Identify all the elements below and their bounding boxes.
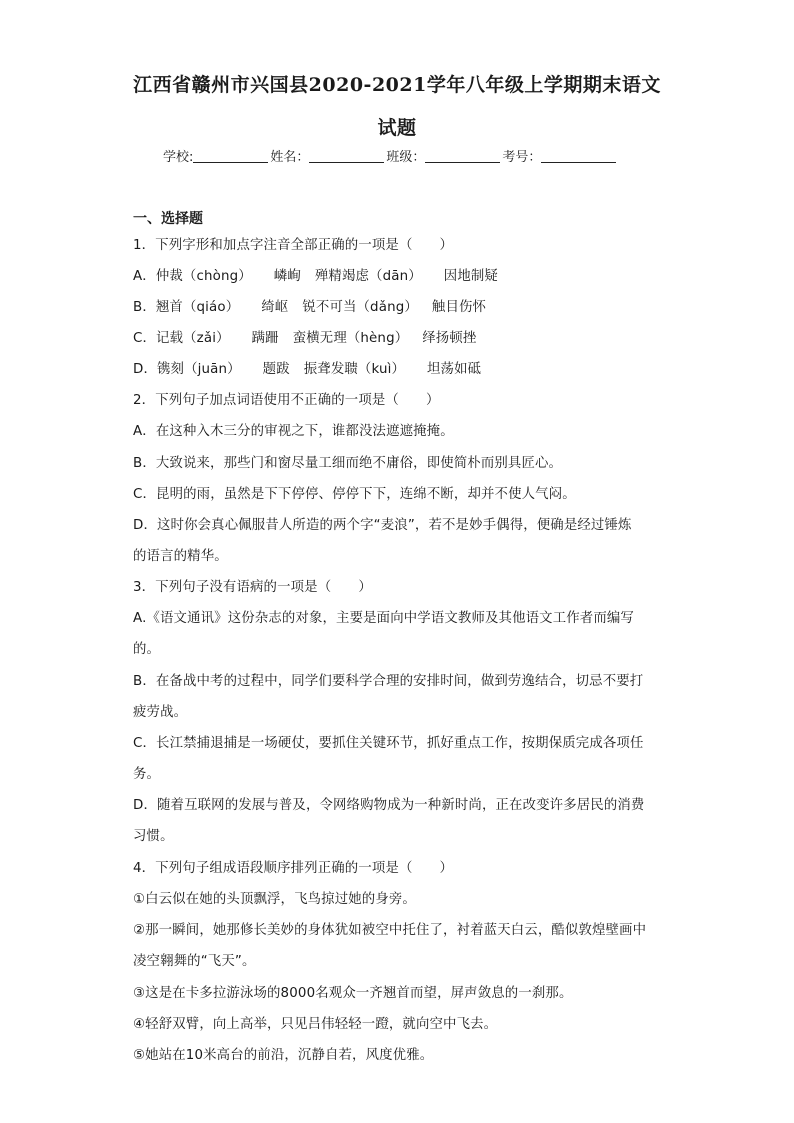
q1-option-c: C．记载（zǎi） 蹒跚 蛮横无理（hèng） 绎扬顿挫 <box>133 331 477 346</box>
q2-option-a: A．在这种入木三分的审视之下，谁都没法遮遮掩掩。 <box>133 424 454 439</box>
q1-option-a: A．仲裁（chòng） 嶙峋 殚精竭虑（dān） 因地制疑 <box>133 269 498 284</box>
q1-stem: 1．下列字形和加点字注音全部正确的一项是（ ） <box>133 238 454 253</box>
q4-sentence-2-line1: ②那一瞬间，她那修长美妙的身体犹如被空中托住了，衬着蓝天白云，酷似敦煌壁画中 <box>133 923 647 938</box>
student-info-row <box>163 146 618 165</box>
school-blank <box>193 148 268 163</box>
q3-option-b-line2: 疲劳战。 <box>133 705 188 720</box>
q3-option-c-line2: 务。 <box>133 767 161 782</box>
school-label: 学校: <box>163 150 194 165</box>
name-label: 姓名： <box>270 150 310 165</box>
q1-option-d: D．镌刻（juān） 题跋 振聋发聩（kuì） 坦荡如砥 <box>133 362 482 377</box>
q3-option-d-line1: D．随着互联网的发展与普及，令网络购物成为一种新时尚，正在改变许多居民的消费 <box>133 798 645 813</box>
q2-option-d-line1: D．这时你会真心佩服昔人所造的两个字“麦浪”，若不是妙手偶得，便确是经过锤炼 <box>133 518 632 533</box>
q4-sentence-3: ③这是在卡多拉游泳场的8000名观众一齐翘首而望，屏声敛息的一刹那。 <box>133 986 573 1001</box>
q1-option-b: B．翘首（qiáo） 绮岖 锐不可当（dǎng） 触目伤怀 <box>133 300 487 315</box>
q4-sentence-5: ⑤她站在10米高台的前沿，沉静自若，风度优雅。 <box>133 1048 434 1063</box>
q3-option-b-line1: B．在备战中考的过程中，同学们要科学合理的安排时间，做到劳逸结合，切忌不要打 <box>133 674 644 689</box>
class-blank <box>425 148 500 163</box>
q3-option-d-line2: 习惯。 <box>133 829 174 844</box>
q2-stem: 2．下列句子加点词语使用不正确的一项是（ ） <box>133 393 440 408</box>
q4-sentence-2-line2: 凌空翱舞的“飞天”。 <box>133 954 256 969</box>
exam-number-label: 考号： <box>502 150 542 165</box>
exam-title-line2: 试题 <box>377 117 417 139</box>
name-blank <box>309 148 384 163</box>
q4-sentence-1: ①白云似在她的头顶飘浮，飞鸟掠过她的身旁。 <box>133 892 416 907</box>
q2-option-c: C．昆明的雨，虽然是下下停停、停停下下，连绵不断，却并不使人气闷。 <box>133 487 576 502</box>
section-heading: 一、选择题 <box>133 211 203 227</box>
q3-stem: 3．下列句子没有语病的一项是（ ） <box>133 580 372 595</box>
q4-sentence-4: ④轻舒双臂，向上高举，只见吕伟轻轻一蹬，就向空中飞去。 <box>133 1017 498 1032</box>
class-label: 班级： <box>386 150 426 165</box>
q3-option-a-line1: A.《语文通讯》这份杂志的对象，主要是面向中学语文教师及其他语文工作者而编写 <box>133 611 634 626</box>
q3-option-c-line1: C．长江禁捕退捕是一场硬仗，要抓住关键环节，抓好重点工作，按期保质完成各项任 <box>133 736 644 751</box>
q3-option-a-line2: 的。 <box>133 642 161 657</box>
q2-option-b: B．大致说来，那些门和窗尽量工细而绝不庸俗，即使简朴而别具匠心。 <box>133 456 563 471</box>
q2-option-d-line2: 的语言的精华。 <box>133 549 228 564</box>
exam-title-line1: 江西省赣州市兴国县2020-2021学年八年级上学期期末语文 <box>133 74 661 96</box>
q4-stem: 4．下列句子组成语段顺序排列正确的一项是（ ） <box>133 861 454 876</box>
exam-number-blank <box>541 148 616 163</box>
